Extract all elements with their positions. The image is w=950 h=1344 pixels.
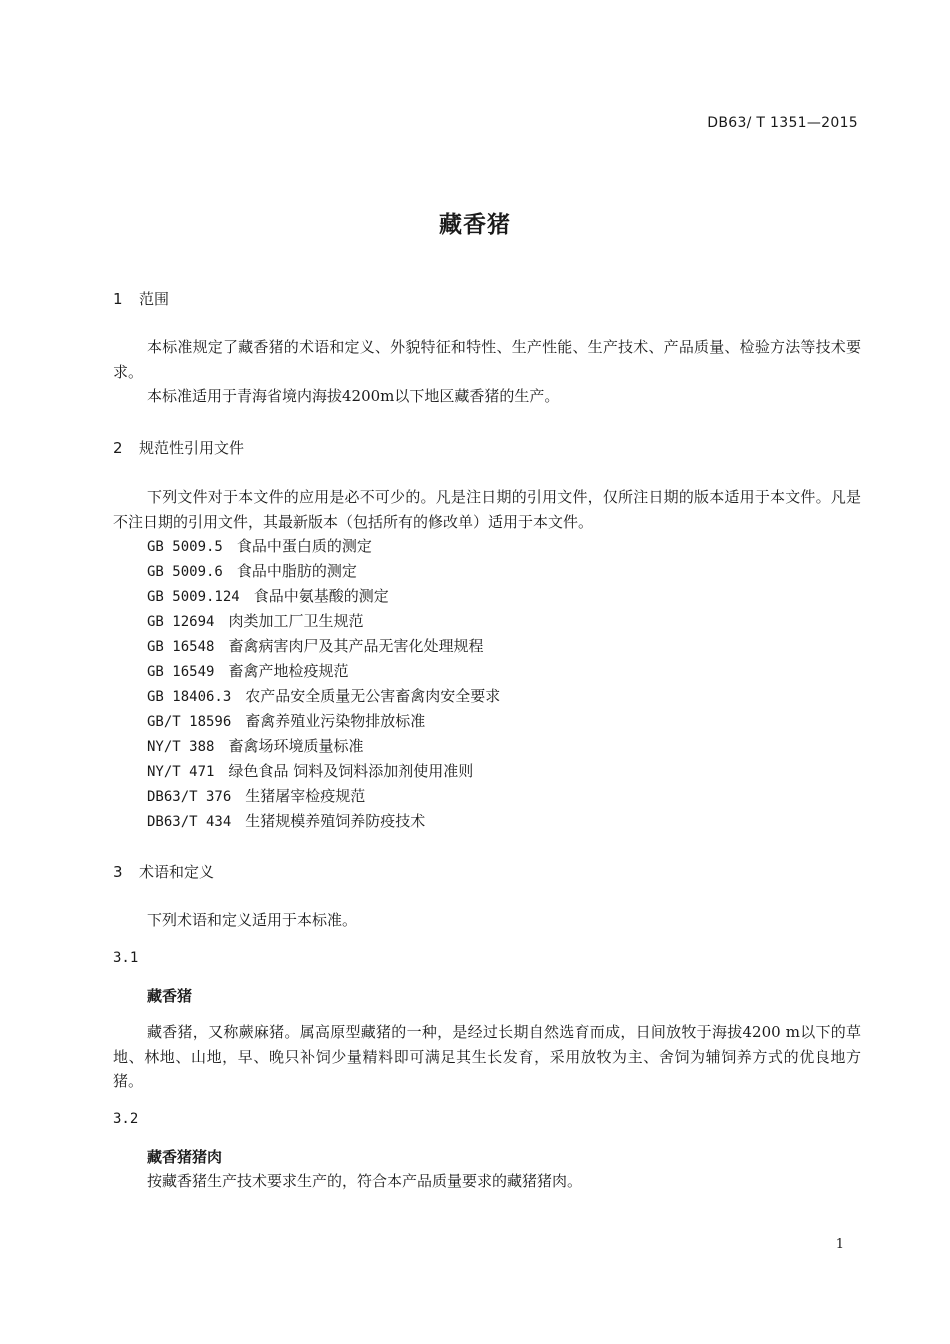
- reference-title: 畜禽病害肉尸及其产品无害化处理规程: [228, 637, 484, 655]
- section-title: 术语和定义: [139, 863, 215, 881]
- reference-code: GB 5009.6: [147, 564, 223, 580]
- reference-code: GB 12694: [147, 614, 215, 630]
- reference-item: [147, 610, 363, 631]
- reference-item: [147, 760, 473, 781]
- page-title: 藏香猪: [439, 212, 511, 238]
- reference-title: 畜禽场环境质量标准: [228, 737, 364, 755]
- reference-item: [147, 710, 425, 731]
- reference-title: 绿色食品 饲料及饲料添加剂使用准则: [228, 762, 474, 780]
- references-intro: 下列文件对于本文件的应用是必不可少的。凡是注日期的引用文件，仅所注日期的版本适用于本文件。凡是不注日期的引用文件，其最新版本（包括所有的修改单）适用于本文件。: [113, 488, 861, 531]
- section-title: 范围: [139, 290, 170, 308]
- reference-title: 畜禽养殖业污染物排放标准: [245, 712, 426, 730]
- terms-intro: 下列术语和定义适用于本标准。: [147, 911, 358, 929]
- section-number: 2: [113, 439, 123, 457]
- reference-item: [147, 785, 365, 806]
- section-number: 3: [113, 863, 123, 881]
- reference-item: [147, 810, 425, 831]
- reference-title: 畜禽产地检疫规范: [228, 662, 349, 680]
- section-heading-terms: [113, 861, 214, 882]
- reference-item: [147, 560, 357, 581]
- reference-code: GB 5009.5: [147, 539, 223, 555]
- reference-title: 食品中氨基酸的测定: [253, 587, 389, 605]
- reference-code: GB 16549: [147, 664, 215, 680]
- reference-code: DB63/T 376: [147, 789, 232, 805]
- reference-title: 农产品安全质量无公害畜禽肉安全要求: [245, 687, 501, 705]
- reference-item: [147, 735, 363, 756]
- reference-code: GB 16548: [147, 639, 215, 655]
- reference-item: [147, 660, 348, 681]
- clause-number: 3.2: [113, 1111, 139, 1127]
- reference-code: DB63/T 434: [147, 814, 232, 830]
- reference-title: 食品中蛋白质的测定: [236, 537, 372, 555]
- reference-code: GB 5009.124: [147, 589, 240, 605]
- term-definition: 按藏香猪生产技术要求生产的，符合本产品质量要求的藏猪猪肉。: [147, 1172, 583, 1190]
- reference-item: [147, 535, 372, 556]
- section-heading-scope: [113, 288, 169, 309]
- reference-item: [147, 685, 500, 706]
- reference-code: NY/T 388: [147, 739, 215, 755]
- reference-code: GB 18406.3: [147, 689, 232, 705]
- reference-title: 食品中脂肪的测定: [236, 562, 357, 580]
- reference-title: 肉类加工厂卫生规范: [228, 612, 364, 630]
- scope-paragraph-1: 本标准规定了藏香猪的术语和定义、外貌特征和特性、生产性能、生产技术、产品质量、检验方法等技术要求。: [113, 338, 861, 381]
- scope-paragraph-2: 本标准适用于青海省境内海拔4200m以下地区藏香猪的生产。: [147, 387, 560, 405]
- section-title: 规范性引用文件: [139, 439, 245, 457]
- document-number: DB63/ T 1351—2015: [707, 115, 858, 131]
- section-number: 1: [113, 290, 123, 308]
- term-heading: 藏香猪: [147, 987, 193, 1005]
- reference-title: 生猪规模养殖饲养防疫技术: [245, 812, 426, 830]
- reference-code: NY/T 471: [147, 764, 215, 780]
- page-number: 1: [835, 1237, 844, 1252]
- clause-number: 3.1: [113, 950, 139, 966]
- reference-title: 生猪屠宰检疫规范: [245, 787, 366, 805]
- reference-code: GB/T 18596: [147, 714, 232, 730]
- section-heading-normative-references: [113, 437, 244, 458]
- term-definition: 藏香猪，又称蕨麻猪。属高原型藏猪的一种，是经过长期自然选育而成，日间放牧于海拔4200 m以下的草地、林地、山地，早、晚只补饲少量精料即可满足其生长发育，采用放牧为主、舍饲为辅饲养方式的优良地方猪。: [113, 1023, 861, 1090]
- reference-item: [147, 635, 483, 656]
- term-heading: 藏香猪猪肉: [147, 1148, 223, 1166]
- reference-item: [147, 585, 389, 606]
